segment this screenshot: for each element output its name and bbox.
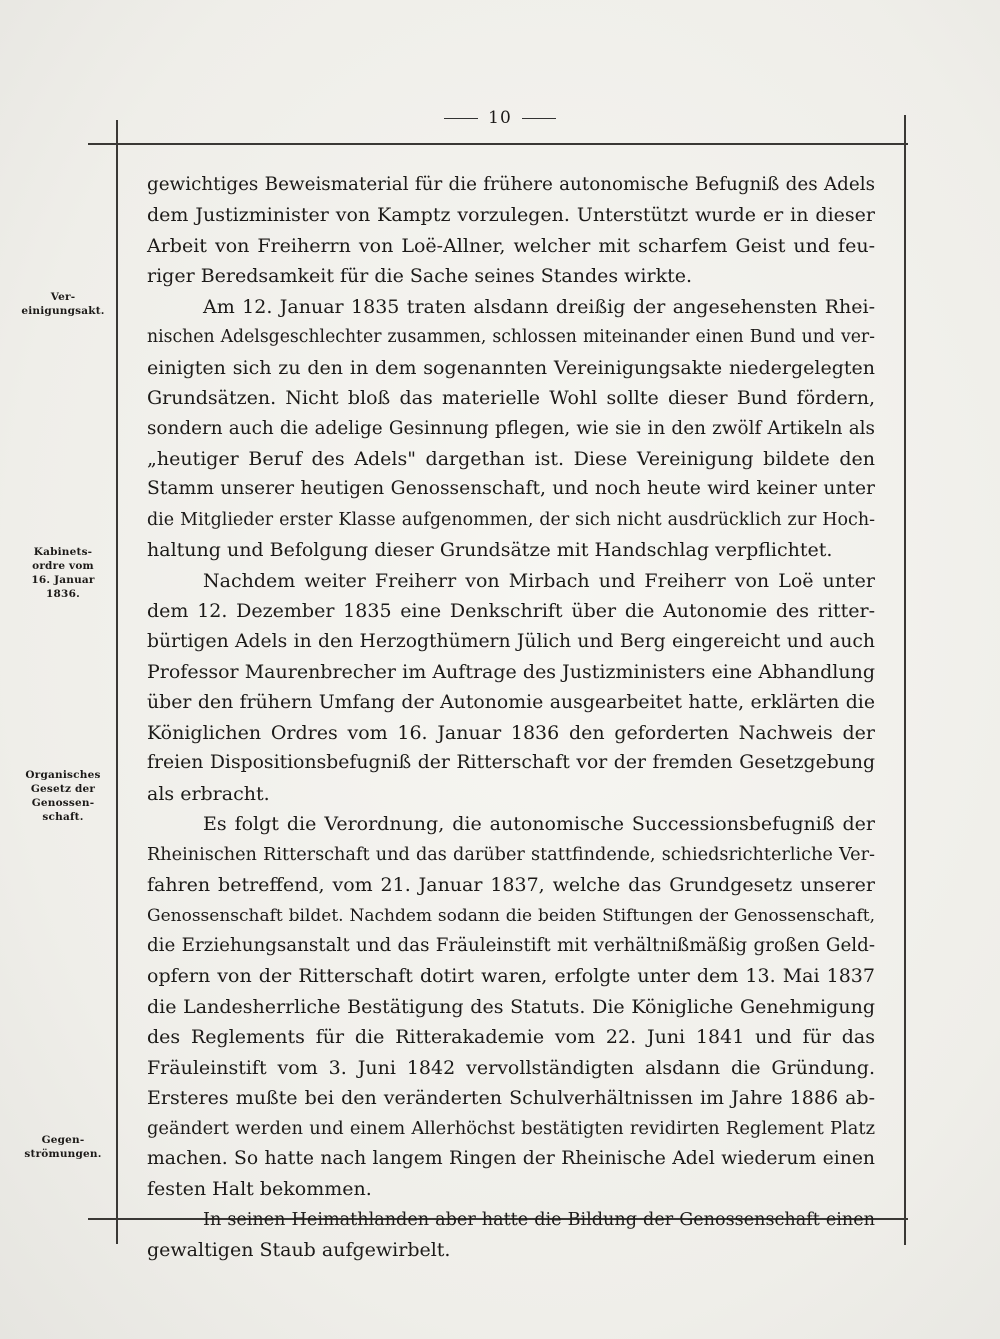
margin-note-line: einigungsakt. <box>21 305 105 317</box>
text-line: gewaltigen Staub aufgewirbelt. <box>147 1239 451 1262</box>
text-line: Nachdem weiter Freiherr von Mirbach und Freiherr von Loë unter <box>203 569 875 592</box>
text-line: Arbeit von Freiherrn von Loë-Allner, welcher mit scharfem Geist und feu- <box>147 234 875 257</box>
margin-note-line: Gesetz der <box>30 783 96 795</box>
text-line: die Mitglieder erster Klasse aufgenommen, der sich nicht ausdrücklich zur Hoch- <box>147 509 875 530</box>
margin-note-line: Gegen- <box>41 1134 85 1146</box>
margin-note-organisches-gesetz <box>14 768 112 824</box>
text-line: Es folgt die Verordnung, die autonomische Successionsbefugniß der <box>203 813 875 836</box>
text-line: haltung und Befolgung dieser Grundsätze mit Handschlag verpflichtet. <box>147 539 833 562</box>
text-line: „heutiger Beruf des Adels" dargethan ist. Diese Vereinigung bildete den <box>147 447 875 470</box>
text-line: Grundsätzen. Nicht bloß das materielle Wohl sollte dieser Bund fördern, <box>147 387 875 410</box>
margin-note-line: ordre vom <box>32 560 94 572</box>
page-number-header <box>0 108 1000 128</box>
text-line: Rheinischen Ritterschaft und das darüber stattfindende, schiedsrichterliche Ver- <box>147 844 875 865</box>
text-line: opfern von der Ritterschaft dotirt waren, erfolgte unter dem 13. Mai 1837 <box>147 965 875 988</box>
margin-note-line: Organisches <box>25 769 101 781</box>
right-margin-rule <box>904 115 906 1245</box>
text-line: dem 12. Dezember 1835 eine Denkschrift über die Autonomie des ritter- <box>147 600 875 623</box>
text-line: bürtigen Adels in den Herzogthümern Jülich und Berg eingereicht und auch <box>147 630 875 652</box>
body-text <box>147 170 875 1266</box>
margin-note-line: schaft. <box>42 811 84 823</box>
text-line: die Erziehungsanstalt und das Fräuleinstift mit verhältnißmäßig großen Geld- <box>147 934 875 956</box>
margin-note-kabinetsordre <box>14 545 112 601</box>
text-line: Genossenschaft bildet. Nachdem sodann die beiden Stiftungen der Genossenschaft, <box>147 905 875 926</box>
text-line: des Reglements für die Ritterakademie vom 22. Juni 1841 und für das <box>147 1026 875 1049</box>
text-line: geändert werden und einem Allerhöchst bestätigten revidirten Reglement Platz <box>147 1117 875 1139</box>
margin-note-vereinigungsakt <box>14 290 112 318</box>
text-line: Am 12. Januar 1835 traten alsdann dreißig der angesehensten Rhei- <box>203 295 875 318</box>
header-dash-right <box>522 118 556 119</box>
text-line: machen. So hatte nach langem Ringen der Rheinische Adel wiederum einen <box>147 1148 875 1169</box>
margin-note-line: strömungen. <box>24 1148 102 1160</box>
text-line: Fräuleinstift vom 3. Juni 1842 vervollständigten alsdann die Gründung. <box>147 1056 875 1079</box>
left-margin-rule <box>116 120 118 1244</box>
header-dash-left <box>444 118 478 119</box>
text-line: Professor Maurenbrecher im Auftrage des Justizministers eine Abhandlung <box>147 661 875 683</box>
margin-note-line: Genossen- <box>31 797 95 809</box>
margin-note-line: Ver- <box>50 291 76 303</box>
top-rule <box>88 143 908 145</box>
text-line: In seinen Heimathlanden aber hatte die Bildung der Genossenschaft einen <box>203 1209 875 1230</box>
text-line: als erbracht. <box>147 782 270 805</box>
text-line: über den frühern Umfang der Autonomie ausgearbeitet hatte, erklärten die <box>147 691 875 714</box>
margin-note-line: Kabinets- <box>33 546 93 558</box>
text-line: festen Halt bekommen. <box>147 1178 372 1201</box>
page-number: 10 <box>488 108 512 128</box>
margin-note-line: 16. Januar <box>31 574 95 586</box>
text-line: Königlichen Ordres vom 16. Januar 1836 den geforderten Nachweis der <box>147 721 875 744</box>
text-line: sondern auch die adelige Gesinnung pflegen, wie sie in den zwölf Artikeln als <box>147 417 875 439</box>
text-line: riger Beredsamkeit für die Sache seines Standes wirkte. <box>147 265 693 288</box>
text-line: freien Dispositionsbefugniß der Ritterschaft vor der fremden Gesetzgebung <box>147 752 875 774</box>
text-line: gewichtiges Beweismaterial für die frühere autonomische Befugniß des Adels <box>147 174 875 195</box>
margin-note-gegenstroemungen <box>14 1133 112 1161</box>
text-line: nischen Adelsgeschlechter zusammen, schlossen miteinander einen Bund und ver- <box>147 327 875 348</box>
margin-note-line: 1836. <box>46 588 80 600</box>
text-line: einigten sich zu den in dem sogenannten Vereinigungsakte niedergelegten <box>147 356 875 379</box>
text-line: fahren betreffend, vom 21. Januar 1837, welche das Grundgesetz unserer <box>147 874 875 897</box>
text-line: dem Justizminister von Kamptz vorzulegen. Unterstützt wurde er in dieser <box>147 204 875 227</box>
text-line: Stamm unserer heutigen Genossenschaft, und noch heute wird keiner unter <box>147 478 875 500</box>
text-line: die Landesherrliche Bestätigung des Statuts. Die Königliche Genehmigung <box>147 995 875 1018</box>
text-line: Ersteres mußte bei den veränderten Schulverhältnissen im Jahre 1886 ab- <box>147 1087 875 1110</box>
